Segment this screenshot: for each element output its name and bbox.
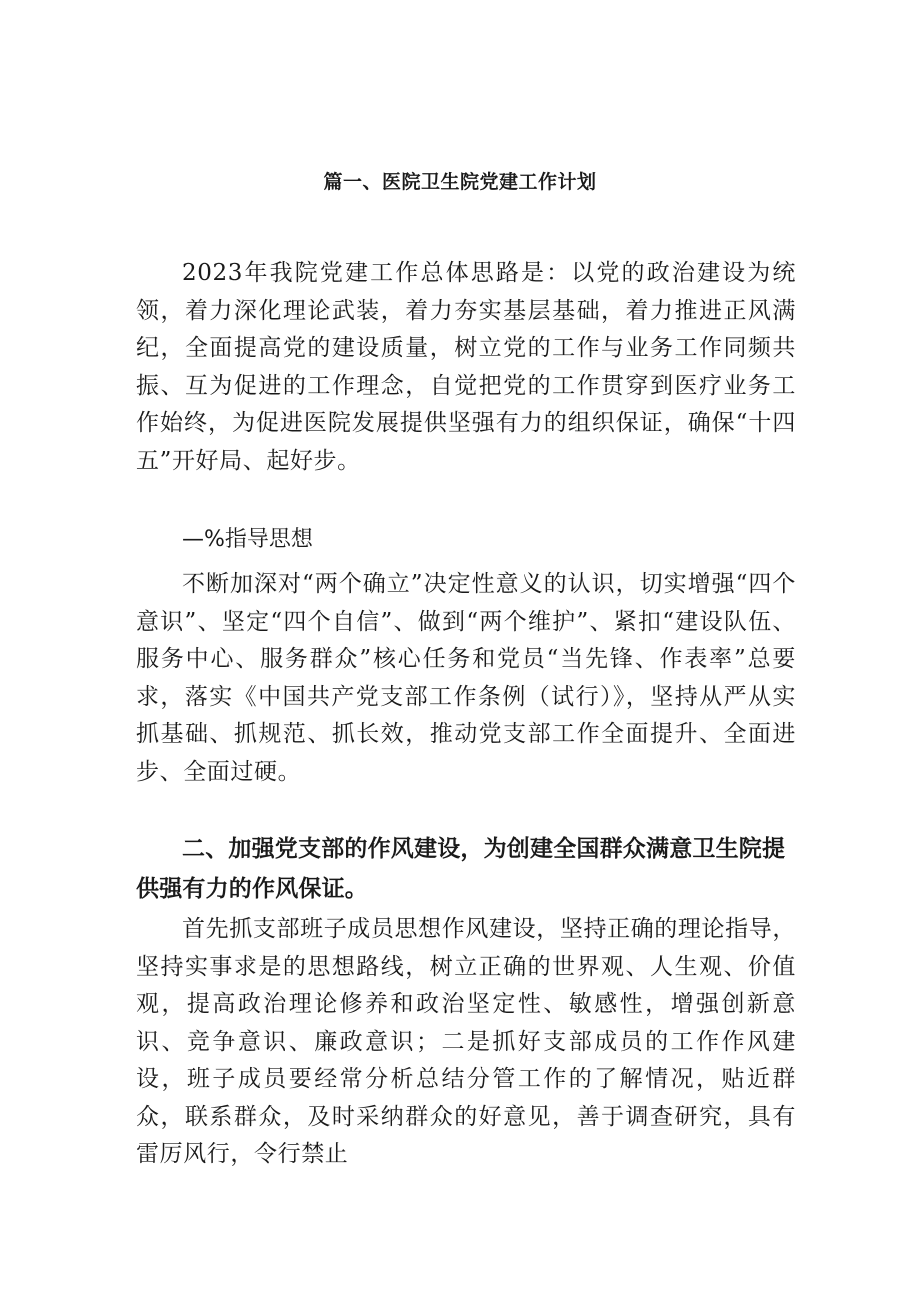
section-heading-style-building: 二、加强党支部的作风建设，为创建全国群众满意卫生院提供强有力的作风保证。: [136, 836, 786, 902]
section-heading-guiding-thought: —%指导思想: [182, 527, 313, 552]
intro-paragraph: 2023年我院党建工作总体思路是：以党的政治建设为统领，着力深化理论武装，着力夯实基层基础，着力推进正风满纪，全面提高党的建设质量，树立党的工作与业务工作同频共振、互为促进的工作理念，自觉把党的工作贯穿到医疗业务工作始终，为促进医院发展提供坚强有力的组织保证，确保“十四五”开好局、起好步。: [136, 260, 796, 474]
style-building-paragraph: 首先抓支部班子成员思想作风建设，坚持正确的理论指导，坚持实事求是的思想路线，树立正确的世界观、人生观、价值观，提高政治理论修养和政治坚定性、敏感性，增强创新意识、竞争意识、廉政意识；二是抓好支部成员的工作作风建设，班子成员要经常分析总结分管工作的了解情况，贴近群众，联系群众，及时采纳群众的好意见，善于调查研究，具有雷厉风行，令行禁止: [136, 916, 796, 1167]
guiding-thought-paragraph: 不断加深对“两个确立”决定性意义的认识，切实增强“四个意识”、坚定“四个自信”、做到“两个维护”、紧扣“建设队伍、服务中心、服务群众”核心任务和党员“当先锋、作表率”总要求，落实《中国共产党支部工作条例（试行）》，坚持从严从实抓基础、抓规范、抓长效，推动党支部工作全面提升、全面进步、全面过硬。: [136, 571, 796, 785]
document-title: 篇一、医院卫生院党建工作计划: [323, 171, 597, 193]
